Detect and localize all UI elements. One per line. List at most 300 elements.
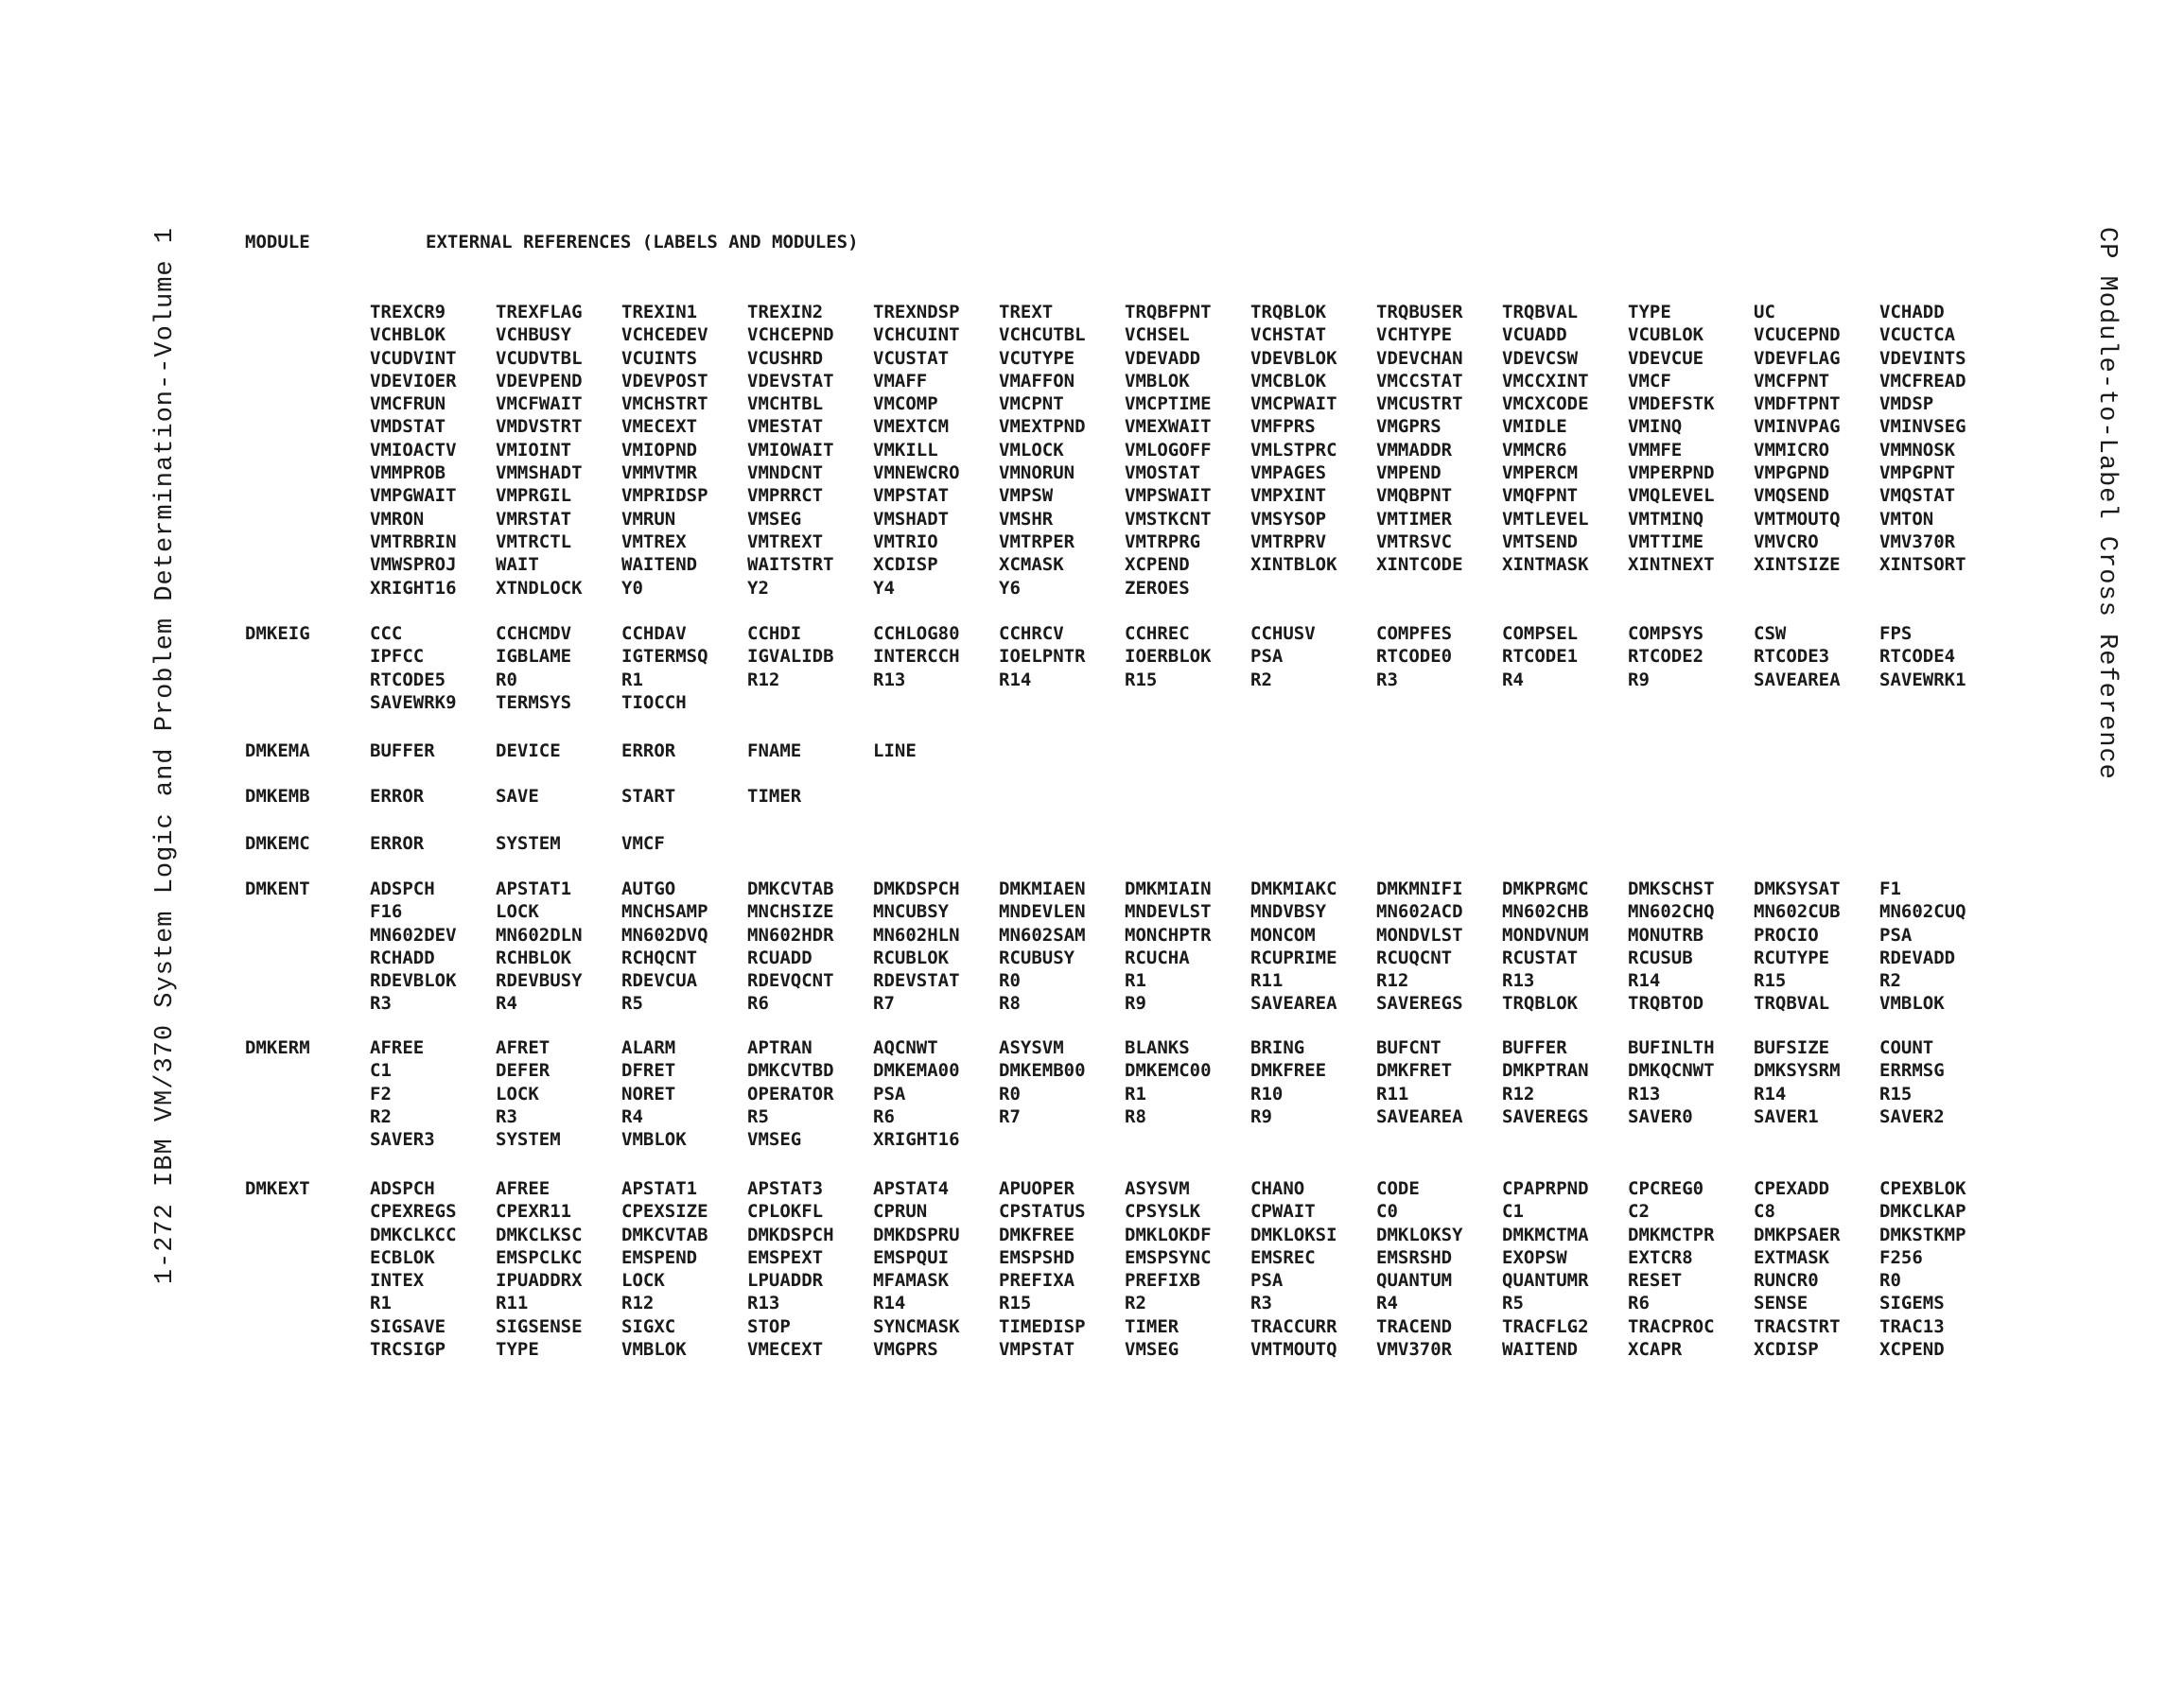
reference-label: RUNCR0 — [1754, 1270, 1819, 1292]
reference-label: APSTAT1 — [621, 1178, 698, 1199]
reference-label: VMCCSTAT — [1376, 370, 1463, 391]
reference-label: PROCIO — [1754, 924, 1819, 946]
reference-label: XINTMASK — [1502, 554, 1589, 576]
reference-label: R2 — [1125, 1293, 1146, 1314]
reference-label: VMCHSTRT — [621, 393, 708, 415]
reference-label: VMLOCK — [999, 439, 1064, 461]
reference-label: TRQBTOD — [1628, 993, 1704, 1015]
reference-label: CCHRCV — [999, 623, 1064, 644]
reference-label: EMSPEXT — [747, 1246, 824, 1268]
reference-label: COMPSYS — [1628, 623, 1704, 644]
reference-label: ERROR — [370, 833, 425, 854]
reference-label: XCDISP — [1754, 1339, 1819, 1361]
reference-label: VMCPNT — [999, 393, 1064, 415]
reference-label: VMLOGOFF — [1125, 439, 1212, 461]
reference-label: R1 — [1125, 970, 1146, 992]
reference-label: RCUSTAT — [1502, 947, 1579, 968]
reference-label: VMSYSOP — [1250, 508, 1327, 530]
reference-label: SAVER1 — [1754, 1105, 1819, 1127]
reference-label: ECBLOK — [370, 1246, 435, 1268]
reference-label: NORET — [621, 1083, 676, 1104]
reference-label: TREXIN1 — [621, 302, 698, 322]
reference-label: VMTRPRV — [1250, 530, 1327, 552]
reference-label: R5 — [621, 993, 643, 1015]
reference-label: VMINVPAG — [1754, 416, 1841, 438]
reference-label: COMPSEL — [1502, 623, 1579, 644]
reference-label: VCUDVINT — [370, 347, 457, 369]
reference-label: SYNCMASK — [873, 1315, 960, 1337]
reference-label: C8 — [1754, 1201, 1775, 1223]
reference-label: DMKCVTAB — [621, 1224, 708, 1245]
reference-label: XINTBLOK — [1250, 554, 1337, 576]
reference-label: R12 — [1502, 1083, 1535, 1104]
reference-label: VMCFREAD — [1879, 370, 1966, 391]
reference-label: RCUSUB — [1628, 947, 1693, 968]
reference-label: EMSPQUI — [873, 1246, 950, 1268]
reference-label: DMKDSPCH — [747, 1224, 834, 1245]
reference-label: MN602CHQ — [1628, 901, 1715, 923]
reference-label: VMMADDR — [1376, 439, 1453, 461]
reference-label: VMTON — [1879, 508, 1934, 530]
reference-label: ADSPCH — [370, 1178, 435, 1199]
reference-label: R6 — [1628, 1293, 1650, 1314]
reference-label: R15 — [999, 1293, 1032, 1314]
reference-label: BUFSIZE — [1754, 1037, 1830, 1058]
reference-label: VCHCEPND — [747, 324, 834, 346]
reference-label: MNDEVLST — [1125, 901, 1212, 923]
reference-label: TIOCCH — [621, 691, 687, 713]
reference-label: APUOPER — [999, 1178, 1075, 1199]
reference-label: AFREE — [496, 1178, 550, 1199]
reference-label: MNDEVLEN — [999, 901, 1086, 923]
reference-label: VDEVPEND — [496, 370, 583, 391]
reference-label: CCHLOG80 — [873, 623, 960, 644]
reference-label: VMCF — [621, 833, 665, 854]
reference-label: TIMER — [747, 786, 802, 807]
reference-label: LINE — [873, 740, 917, 761]
reference-label: VMMVTMR — [621, 462, 698, 484]
reference-label: VMIDLE — [1502, 416, 1567, 438]
reference-label: VMCUSTRT — [1376, 393, 1463, 415]
reference-label: TIMER — [1125, 1315, 1179, 1337]
reference-label: LPUADDR — [747, 1270, 824, 1292]
reference-label: VMAFF — [873, 370, 928, 391]
reference-label: CPWAIT — [1250, 1201, 1316, 1223]
reference-label: VMBLOK — [621, 1129, 687, 1151]
module-name: DMKEXT — [245, 1178, 310, 1199]
reference-label: ASYSVM — [999, 1037, 1064, 1058]
reference-label: DMKPTRAN — [1502, 1060, 1589, 1082]
reference-label: VMRUN — [621, 508, 676, 530]
reference-label: VMDVSTRT — [496, 416, 583, 438]
reference-label: C1 — [1502, 1201, 1524, 1223]
reference-label: DMKSYSRM — [1754, 1060, 1841, 1082]
reference-label: INTEX — [370, 1270, 425, 1292]
reference-label: VMQSTAT — [1879, 485, 1956, 507]
reference-label: SAVER2 — [1879, 1105, 1945, 1127]
reference-label: TERMSYS — [496, 691, 572, 713]
reference-label: MONDVLST — [1376, 924, 1463, 946]
reference-label: TRACSTRT — [1754, 1315, 1841, 1337]
reference-label: VMDSTAT — [370, 416, 446, 438]
reference-label: XINTNEXT — [1628, 554, 1715, 576]
reference-label: VMCFRUN — [370, 393, 446, 415]
reference-label: MN602CUB — [1754, 901, 1841, 923]
reference-label: R0 — [999, 970, 1021, 992]
reference-label: DMKSYSAT — [1754, 878, 1841, 899]
reference-label: DMKDSPRU — [873, 1224, 960, 1245]
reference-label: VDEVCHAN — [1376, 347, 1463, 369]
reference-label: R12 — [747, 669, 780, 690]
reference-label: RCUBLOK — [873, 947, 950, 968]
reference-label: EXOPSW — [1502, 1246, 1567, 1268]
reference-label: R14 — [1754, 1083, 1787, 1104]
reference-label: DMKEMA00 — [873, 1060, 960, 1082]
reference-label: CPEXREGS — [370, 1201, 457, 1223]
reference-label: XTNDLOCK — [496, 577, 583, 599]
reference-label: SYSTEM — [496, 833, 561, 854]
reference-label: WAIT — [496, 554, 539, 576]
reference-label: VCUSHRD — [747, 347, 824, 369]
reference-label: VDEVIOER — [370, 370, 457, 391]
reference-label: R12 — [1376, 970, 1409, 992]
reference-label: PSA — [1250, 646, 1284, 668]
reference-label: WAITEND — [1502, 1339, 1579, 1361]
reference-label: VMINQ — [1628, 416, 1683, 438]
reference-label: TIMEDISP — [999, 1315, 1086, 1337]
reference-label: OPERATOR — [747, 1083, 834, 1104]
reference-label: VMMPROB — [370, 462, 446, 484]
reference-label: VMPRIDSP — [621, 485, 708, 507]
reference-label: VMV370R — [1879, 530, 1956, 552]
reference-label: R1 — [621, 669, 643, 690]
reference-label: DMKFREE — [999, 1224, 1075, 1245]
reference-label: VMTMINQ — [1628, 508, 1704, 530]
reference-label: RTCODE3 — [1754, 646, 1830, 668]
reference-label: TRACEND — [1376, 1315, 1453, 1337]
reference-label: PREFIXA — [999, 1270, 1075, 1292]
reference-label: VMVCRO — [1754, 530, 1819, 552]
reference-label: VMBLOK — [1125, 370, 1190, 391]
reference-label: RCUADD — [747, 947, 812, 968]
reference-label: DMKLOKSY — [1376, 1224, 1463, 1245]
external-reference-list — [370, 832, 1978, 855]
reference-label: TRQBUSER — [1376, 302, 1463, 322]
reference-label: RTCODE4 — [1879, 646, 1956, 668]
reference-label: RCUBUSY — [999, 947, 1075, 968]
reference-label: R13 — [1502, 970, 1535, 992]
reference-label: R0 — [1879, 1270, 1901, 1292]
reference-label: R9 — [1250, 1105, 1272, 1127]
reference-label: CPEXSIZE — [621, 1201, 708, 1223]
reference-label: VMCXCODE — [1502, 393, 1589, 415]
reference-label: R0 — [999, 1083, 1021, 1104]
reference-label: EMSREC — [1250, 1246, 1316, 1268]
reference-label: C1 — [370, 1060, 392, 1082]
reference-label: VMNDCNT — [747, 462, 824, 484]
reference-label: VMSHADT — [873, 508, 950, 530]
reference-label: VMPRGIL — [496, 485, 572, 507]
reference-label: VCUCEPND — [1754, 324, 1841, 346]
reference-label: MFAMASK — [873, 1270, 950, 1292]
reference-label: VMMCR6 — [1502, 439, 1567, 461]
reference-label: VMTSEND — [1502, 530, 1579, 552]
reference-label: VMPAGES — [1250, 462, 1327, 484]
reference-label: R5 — [747, 1105, 769, 1127]
reference-label: VMPSTAT — [873, 485, 950, 507]
reference-label: VDEVBLOK — [1250, 347, 1337, 369]
reference-label: R0 — [496, 669, 517, 690]
module-name: DMKEMB — [245, 786, 310, 807]
reference-label: SAVEWRK1 — [1879, 669, 1966, 690]
reference-label: MNCUBSY — [873, 901, 950, 923]
reference-label: VCHCUTBL — [999, 324, 1086, 346]
reference-label: VMTREXT — [747, 530, 824, 552]
reference-label: R8 — [1125, 1105, 1146, 1127]
reference-label: R11 — [1250, 970, 1284, 992]
reference-label: START — [621, 786, 676, 807]
reference-label: RCUCHA — [1125, 947, 1190, 968]
reference-label: APSTAT3 — [747, 1178, 824, 1199]
reference-label: VMEXTCM — [873, 416, 950, 438]
reference-label: R15 — [1754, 970, 1787, 992]
reference-label: EMSRSHD — [1376, 1246, 1453, 1268]
reference-label: TREXNDSP — [873, 302, 960, 322]
reference-label: DMKMIAKC — [1250, 878, 1337, 899]
reference-label: VCHSEL — [1125, 324, 1190, 346]
reference-label: VMQLEVEL — [1628, 485, 1715, 507]
reference-label: RDEVBLOK — [370, 970, 457, 992]
reference-label: R7 — [999, 1105, 1021, 1127]
reference-label: DMKMCTPR — [1628, 1224, 1715, 1245]
reference-label: VMSEG — [747, 1129, 802, 1151]
reference-label: UC — [1754, 302, 1775, 322]
reference-label: Y0 — [621, 577, 643, 599]
reference-label: VMIOINT — [496, 439, 572, 461]
reference-label: VMECEXT — [621, 416, 698, 438]
reference-label: R14 — [1628, 970, 1661, 992]
reference-label: R3 — [1376, 669, 1398, 690]
reference-label: VCUTYPE — [999, 347, 1075, 369]
reference-label: LOCK — [496, 901, 539, 923]
reference-label: AQCNWT — [873, 1037, 938, 1058]
reference-label: LOCK — [496, 1083, 539, 1104]
reference-label: MN602CHB — [1502, 901, 1589, 923]
reference-label: VMOSTAT — [1125, 462, 1201, 484]
reference-label: C2 — [1628, 1201, 1650, 1223]
reference-label: TRACPROC — [1628, 1315, 1715, 1337]
reference-label: R14 — [999, 669, 1032, 690]
reference-label: CPSTATUS — [999, 1201, 1086, 1223]
reference-label: APSTAT4 — [873, 1178, 950, 1199]
reference-label: F16 — [370, 901, 403, 923]
reference-label: SAVEAREA — [1754, 669, 1841, 690]
reference-label: DMKMCTMA — [1502, 1224, 1589, 1245]
external-reference-list — [370, 1177, 1978, 1361]
reference-label: TRACCURR — [1250, 1315, 1337, 1337]
reference-label: BUFCNT — [1376, 1037, 1441, 1058]
reference-label: F256 — [1879, 1246, 1923, 1268]
reference-label: Y6 — [999, 577, 1021, 599]
reference-label: TRQBLOK — [1250, 302, 1327, 322]
reference-label: XRIGHT16 — [370, 577, 457, 599]
reference-label: RCUQCNT — [1376, 947, 1453, 968]
reference-label: VMINVSEG — [1879, 416, 1966, 438]
reference-label: RDEVCUA — [621, 970, 698, 992]
reference-label: ALARM — [621, 1037, 676, 1058]
reference-label: XCPEND — [1879, 1339, 1945, 1361]
reference-label: BLANKS — [1125, 1037, 1190, 1058]
reference-label: VMPEND — [1376, 462, 1441, 484]
reference-label: R11 — [496, 1293, 529, 1314]
reference-label: VMRSTAT — [496, 508, 572, 530]
reference-label: INTERCCH — [873, 646, 960, 668]
reference-label: R6 — [747, 993, 769, 1015]
reference-label: VMCCXINT — [1502, 370, 1589, 391]
reference-label: SIGEMS — [1879, 1293, 1945, 1314]
reference-label: R1 — [370, 1293, 392, 1314]
reference-label: EXTCR8 — [1628, 1246, 1693, 1268]
reference-label: VMPRRCT — [747, 485, 824, 507]
reference-label: VMPSW — [999, 485, 1054, 507]
reference-label: CSW — [1754, 623, 1787, 644]
reference-label: R14 — [873, 1293, 906, 1314]
reference-label: BUFFER — [1502, 1037, 1567, 1058]
reference-label: VMNORUN — [999, 462, 1075, 484]
reference-label: VMFPRS — [1250, 416, 1316, 438]
reference-label: R13 — [747, 1293, 780, 1314]
reference-label: VMPGPNT — [1879, 462, 1956, 484]
reference-label: R7 — [873, 993, 895, 1015]
reference-label: MONCHPTR — [1125, 924, 1212, 946]
reference-label: VDEVCUE — [1628, 347, 1704, 369]
reference-label: RTCODE2 — [1628, 646, 1704, 668]
reference-label: TREXIN2 — [747, 302, 824, 322]
reference-label: R6 — [873, 1105, 895, 1127]
reference-label: FNAME — [747, 740, 802, 761]
reference-label: VMGPRS — [1376, 416, 1441, 438]
reference-label: R1 — [1125, 1083, 1146, 1104]
reference-label: VMPXINT — [1250, 485, 1327, 507]
reference-label: QUANTUMR — [1502, 1270, 1589, 1292]
reference-label: DMKCLKSC — [496, 1224, 583, 1245]
reference-label: VCUCTCA — [1879, 324, 1956, 346]
reference-label: WAITEND — [621, 554, 698, 576]
reference-label: Y2 — [747, 577, 769, 599]
reference-label: VCUBLOK — [1628, 324, 1704, 346]
reference-label: WAITSTRT — [747, 554, 834, 576]
reference-label: AFREE — [370, 1037, 425, 1058]
reference-label: VMTRSVC — [1376, 530, 1453, 552]
reference-label: DMKQCNWT — [1628, 1060, 1715, 1082]
reference-label: R12 — [621, 1293, 655, 1314]
module-name: DMKERM — [245, 1037, 310, 1058]
reference-label: IOERBLOK — [1125, 646, 1212, 668]
reference-label: VMCFPNT — [1754, 370, 1830, 391]
reference-label: SIGSAVE — [370, 1315, 446, 1337]
reference-label: VMESTAT — [747, 416, 824, 438]
reference-label: DMKEMC00 — [1125, 1060, 1212, 1082]
reference-label: R5 — [1502, 1293, 1524, 1314]
reference-label: VMGPRS — [873, 1339, 938, 1361]
reference-label: DMKCVTBD — [747, 1060, 834, 1082]
reference-label: VMPERCM — [1502, 462, 1579, 484]
reference-label: TRQBVAL — [1502, 302, 1579, 322]
reference-label: VMTTIME — [1628, 530, 1704, 552]
reference-label: TRAC13 — [1879, 1315, 1945, 1337]
reference-label: TYPE — [1628, 302, 1671, 322]
reference-label: XCAPR — [1628, 1339, 1683, 1361]
reference-label: MNCHSAMP — [621, 901, 708, 923]
reference-label: VMPERPND — [1628, 462, 1715, 484]
module-name: DMKEIG — [245, 623, 310, 644]
module-name: DMKEMA — [245, 740, 310, 761]
reference-label: EMSPSYNC — [1125, 1246, 1212, 1268]
reference-label: VMCF — [1628, 370, 1671, 391]
reference-label: PSA — [873, 1083, 906, 1104]
reference-label: EMSPCLKC — [496, 1246, 583, 1268]
reference-label: VMCPTIME — [1125, 393, 1212, 415]
reference-label: TRQBFPNT — [1125, 302, 1212, 322]
reference-label: DFRET — [621, 1060, 676, 1082]
reference-label: RDEVSTAT — [873, 970, 960, 992]
reference-label: R15 — [1879, 1083, 1913, 1104]
reference-label: VMSEG — [1125, 1339, 1179, 1361]
reference-label: DMKMIAEN — [999, 878, 1086, 899]
reference-label: VMMFE — [1628, 439, 1683, 461]
reference-label: DMKLOKDF — [1125, 1224, 1212, 1245]
reference-label: VMCFWAIT — [496, 393, 583, 415]
reference-label: TRACFLG2 — [1502, 1315, 1589, 1337]
reference-label: FPS — [1879, 623, 1913, 644]
reference-label: EMSPEND — [621, 1246, 698, 1268]
reference-label: DEVICE — [496, 740, 561, 761]
reference-label: DMKPSAER — [1754, 1224, 1841, 1245]
reference-label: VCUINTS — [621, 347, 698, 369]
reference-label: VCHSTAT — [1250, 324, 1327, 346]
reference-label: IPFCC — [370, 646, 425, 668]
reference-label: AFRET — [496, 1037, 550, 1058]
reference-label: MN602DLN — [496, 924, 583, 946]
reference-label: VMPGPND — [1754, 462, 1830, 484]
reference-label: R2 — [370, 1105, 392, 1127]
reference-label: DMKCLKCC — [370, 1224, 457, 1245]
reference-label: CPEXBLOK — [1879, 1178, 1966, 1199]
reference-label: DMKCVTAB — [747, 878, 834, 899]
reference-label: SAVER3 — [370, 1129, 435, 1151]
reference-label: VMMICRO — [1754, 439, 1830, 461]
reference-label: DMKFREE — [1250, 1060, 1327, 1082]
reference-label: CCHUSV — [1250, 623, 1316, 644]
reference-label: CCHCMDV — [496, 623, 572, 644]
module-name: DMKENT — [245, 878, 310, 899]
reference-label: RDEVQCNT — [747, 970, 834, 992]
reference-label: VMSTKCNT — [1125, 508, 1212, 530]
reference-label: VCUADD — [1502, 324, 1567, 346]
reference-label: CPAPRPND — [1502, 1178, 1589, 1199]
reference-label: CPEXADD — [1754, 1178, 1830, 1199]
module-column-header: MODULE — [245, 232, 310, 252]
reference-label: DMKSCHST — [1628, 878, 1715, 899]
running-header-title: CP Module-to-Label Cross Reference — [2092, 227, 2121, 780]
reference-label: CPCREG0 — [1628, 1178, 1704, 1199]
reference-label: RCUTYPE — [1754, 947, 1830, 968]
reference-label: SENSE — [1754, 1293, 1808, 1314]
external-reference-list — [370, 1036, 1978, 1151]
reference-label: VDEVPOST — [621, 370, 708, 391]
reference-label: R3 — [370, 993, 392, 1015]
reference-label: VMDSP — [1879, 393, 1934, 415]
